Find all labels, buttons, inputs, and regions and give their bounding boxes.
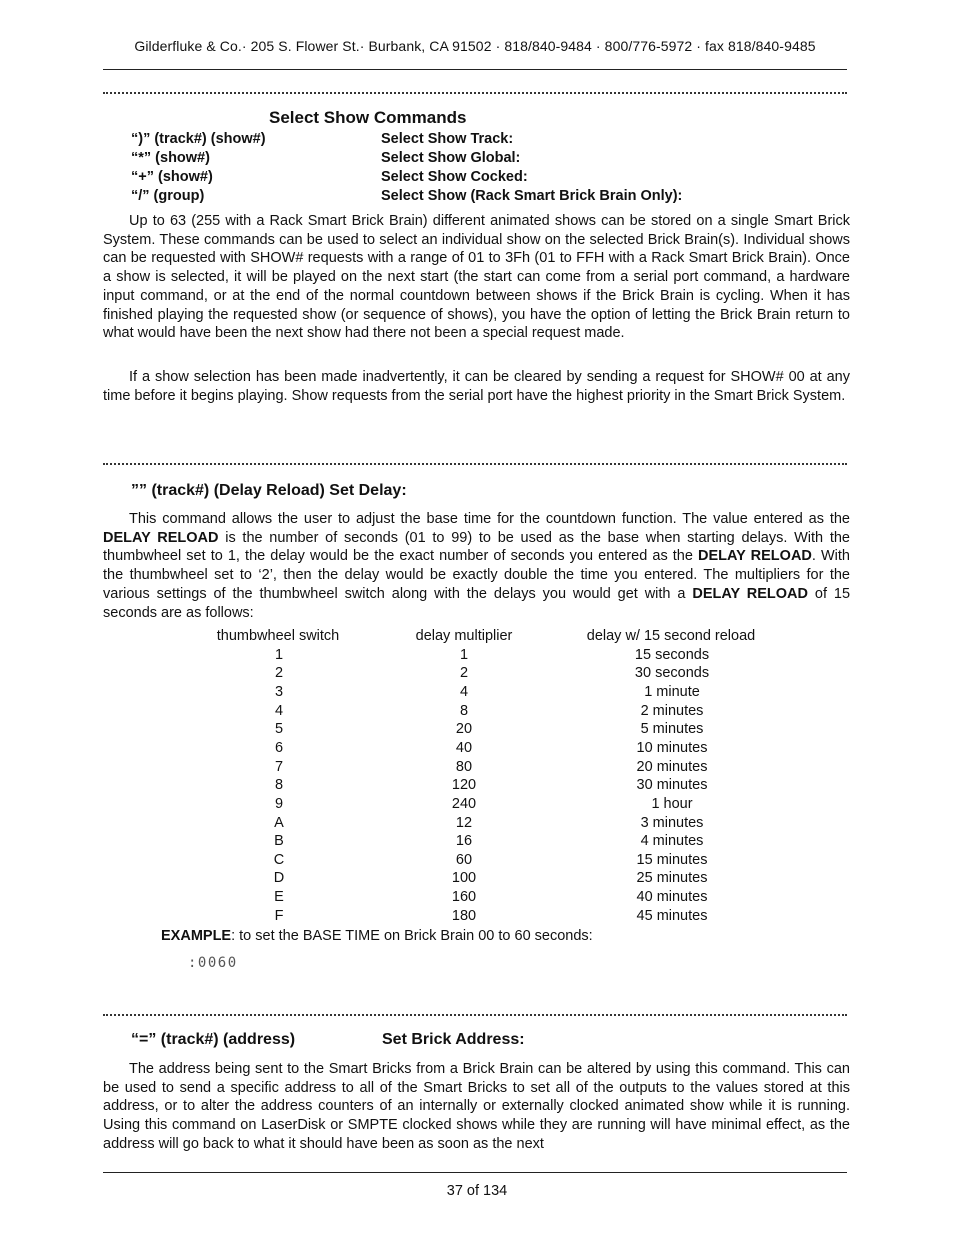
table-row: [0, 815, 954, 834]
cell-multiplier: 80: [455, 758, 473, 775]
section-divider: [103, 1014, 847, 1016]
cell-thumbwheel: 9: [274, 795, 284, 812]
table-row: [0, 777, 954, 796]
section-divider: [103, 92, 847, 94]
header-rule: [103, 69, 847, 70]
cell-multiplier: 100: [451, 870, 477, 887]
cell-delay: 15 seconds: [634, 646, 710, 663]
table-row: [0, 684, 954, 703]
paragraph-set-delay: [103, 510, 850, 622]
cell-multiplier: 120: [451, 777, 477, 794]
cell-multiplier: 60: [455, 851, 473, 868]
cell-delay: 15 minutes: [636, 851, 708, 868]
cell-thumbwheel: 2: [274, 665, 284, 682]
cell-delay: 1 minute: [644, 683, 700, 700]
example-label: EXAMPLE: [161, 928, 232, 944]
para-text: . With the thumbwheel set to ‘2’, then the delay would be exactly double the time you entered. The multipliers for the various settings of the thumbwheel switch along with the delays you would get with a: [103, 548, 850, 602]
para-bold-term: DELAY RELOAD: [103, 529, 219, 546]
paragraph-set-address: The address being sent to the Smart Bricks from a Brick Brain can be altered by using this command. This can be used to send a specific address to all of the Smart Bricks to set all of the outputs to the values stored at this address, or to alter the address counters of an internally or externally clocked animated show while it is running. Using this command on LaserDisk or SMPTE clocked shows while they are running will have minimal effect, as the address will go back to what it should have been as soon as the next: [103, 1061, 850, 1152]
cell-thumbwheel: 3: [274, 683, 284, 700]
example-line: [161, 928, 593, 944]
table-row: [0, 870, 954, 889]
table-row: [0, 665, 954, 684]
para-text: of 15 seconds are as follows:: [103, 585, 851, 621]
cell-thumbwheel: 4: [274, 702, 284, 719]
cell-delay: 1 hour: [651, 795, 693, 812]
para-bold-term: DELAY RELOAD: [692, 585, 809, 602]
cell-multiplier: 20: [455, 721, 473, 738]
footer-rule: [103, 1172, 847, 1173]
cell-multiplier: 1: [459, 646, 469, 663]
column-header: delay multiplier: [415, 628, 513, 644]
cell-thumbwheel: F: [274, 907, 284, 924]
cell-delay: 4 minutes: [640, 833, 704, 850]
table-row: [0, 889, 954, 908]
section-title-set-delay: ”” (track#) (Delay Reload) Set Delay:: [131, 482, 407, 499]
table-row: [0, 796, 954, 815]
cell-delay: 45 minutes: [636, 907, 708, 924]
cell-delay: 10 minutes: [636, 739, 708, 756]
command-syntax: “+” (show#): [131, 169, 213, 185]
column-header: delay w/ 15 second reload: [586, 628, 756, 644]
cell-delay: 2 minutes: [640, 702, 704, 719]
cell-multiplier: 180: [451, 907, 477, 924]
table-row: [0, 721, 954, 740]
cell-multiplier: 160: [451, 889, 477, 906]
para-bold-term: DELAY RELOAD: [698, 548, 812, 565]
table-row: [0, 647, 954, 666]
cell-delay: 3 minutes: [640, 814, 704, 831]
cell-multiplier: 240: [451, 795, 477, 812]
page-header: [103, 38, 847, 54]
cell-multiplier: 12: [455, 814, 473, 831]
cell-multiplier: 2: [459, 665, 469, 682]
cell-delay: 30 minutes: [636, 777, 708, 794]
page-number: 37 of 134: [446, 1183, 508, 1199]
command-description: Select Show Cocked:: [381, 169, 528, 185]
cell-thumbwheel: D: [273, 870, 285, 887]
cell-thumbwheel: C: [273, 851, 285, 868]
paragraph-select-show: Up to 63 (255 with a Rack Smart Brick Brain) different animated shows can be stored on a single Smart Brick System. These commands can be used to select an individual show on the selected Brick Brain(s). Individual shows can be requested with SHOW# requests with a range of 01 to 3Fh (01 to FFH with a Rack Smart Brick Brain). Once a show is selected, it will be played on the next start (the start can come from a serial port command, a hardware input command, or at the end of the normal countdown between shows if the Brick Brain is cycling. When it has finished playing the requested show (or sequence of shows), you have the option of letting the Brick Brain return to what would have been the next show had there not been a special request made.: [103, 213, 850, 342]
table-row: [0, 740, 954, 759]
command-description: Select Show Track:: [381, 131, 514, 147]
command-description: Select Show (Rack Smart Brick Brain Only):: [381, 188, 683, 204]
cell-thumbwheel: 8: [274, 777, 284, 794]
para-text: This command allows the user to adjust the base time for the countdown function. The value entered as the: [129, 511, 850, 527]
cell-thumbwheel: 7: [274, 758, 284, 775]
delay-table: [0, 628, 954, 928]
header-text: Gilderfluke & Co.· 205 S. Flower St.· Burbank, CA 91502 · 818/840-9484 · 800/776-5972 · fax 818/840-9485: [134, 38, 816, 54]
example-code: :0060: [188, 955, 238, 971]
command-syntax: “)” (track#) (show#): [131, 131, 266, 147]
section-divider: [103, 463, 847, 465]
section-title-set-address: Set Brick Address:: [382, 1031, 525, 1048]
table-row: [0, 833, 954, 852]
cell-multiplier: 8: [459, 702, 469, 719]
table-row: [0, 759, 954, 778]
cell-thumbwheel: B: [274, 833, 284, 850]
table-row: [0, 852, 954, 871]
cell-thumbwheel: A: [274, 814, 284, 831]
cell-thumbwheel: 1: [274, 646, 284, 663]
command-description: Select Show Global:: [381, 150, 521, 166]
command-syntax-set-address: “=” (track#) (address): [131, 1031, 296, 1048]
para-text: is the number of seconds (01 to 99) to be used as the base when starting delays. With the thumbwheel set to 1, the delay would be the exact number of seconds you entered as the: [103, 529, 850, 565]
cell-delay: 30 seconds: [634, 665, 710, 682]
cell-multiplier: 16: [455, 833, 473, 850]
command-syntax: “/” (group): [131, 188, 205, 204]
column-header: thumbwheel switch: [216, 628, 340, 644]
cell-delay: 40 minutes: [636, 889, 708, 906]
example-text: : to set the BASE TIME on Brick Brain 00 to 60 seconds:: [231, 928, 593, 944]
cell-delay: 5 minutes: [640, 721, 704, 738]
cell-multiplier: 4: [459, 683, 469, 700]
cell-thumbwheel: 5: [274, 721, 284, 738]
table-header-row: [0, 628, 954, 647]
cell-multiplier: 40: [455, 739, 473, 756]
cell-delay: 25 minutes: [636, 870, 708, 887]
cell-thumbwheel: 6: [274, 739, 284, 756]
cell-thumbwheel: E: [274, 889, 284, 906]
section-title-select-show: Select Show Commands: [269, 108, 467, 127]
cell-delay: 20 minutes: [636, 758, 708, 775]
table-row: [0, 703, 954, 722]
command-syntax: “*” (show#): [131, 150, 210, 166]
paragraph-clear-show: If a show selection has been made inadvertently, it can be cleared by sending a request for SHOW# 00 at any time before it begins playing. Show requests from the serial port have the highest priority in the Smart Brick System.: [103, 369, 850, 404]
table-row: [0, 908, 954, 927]
